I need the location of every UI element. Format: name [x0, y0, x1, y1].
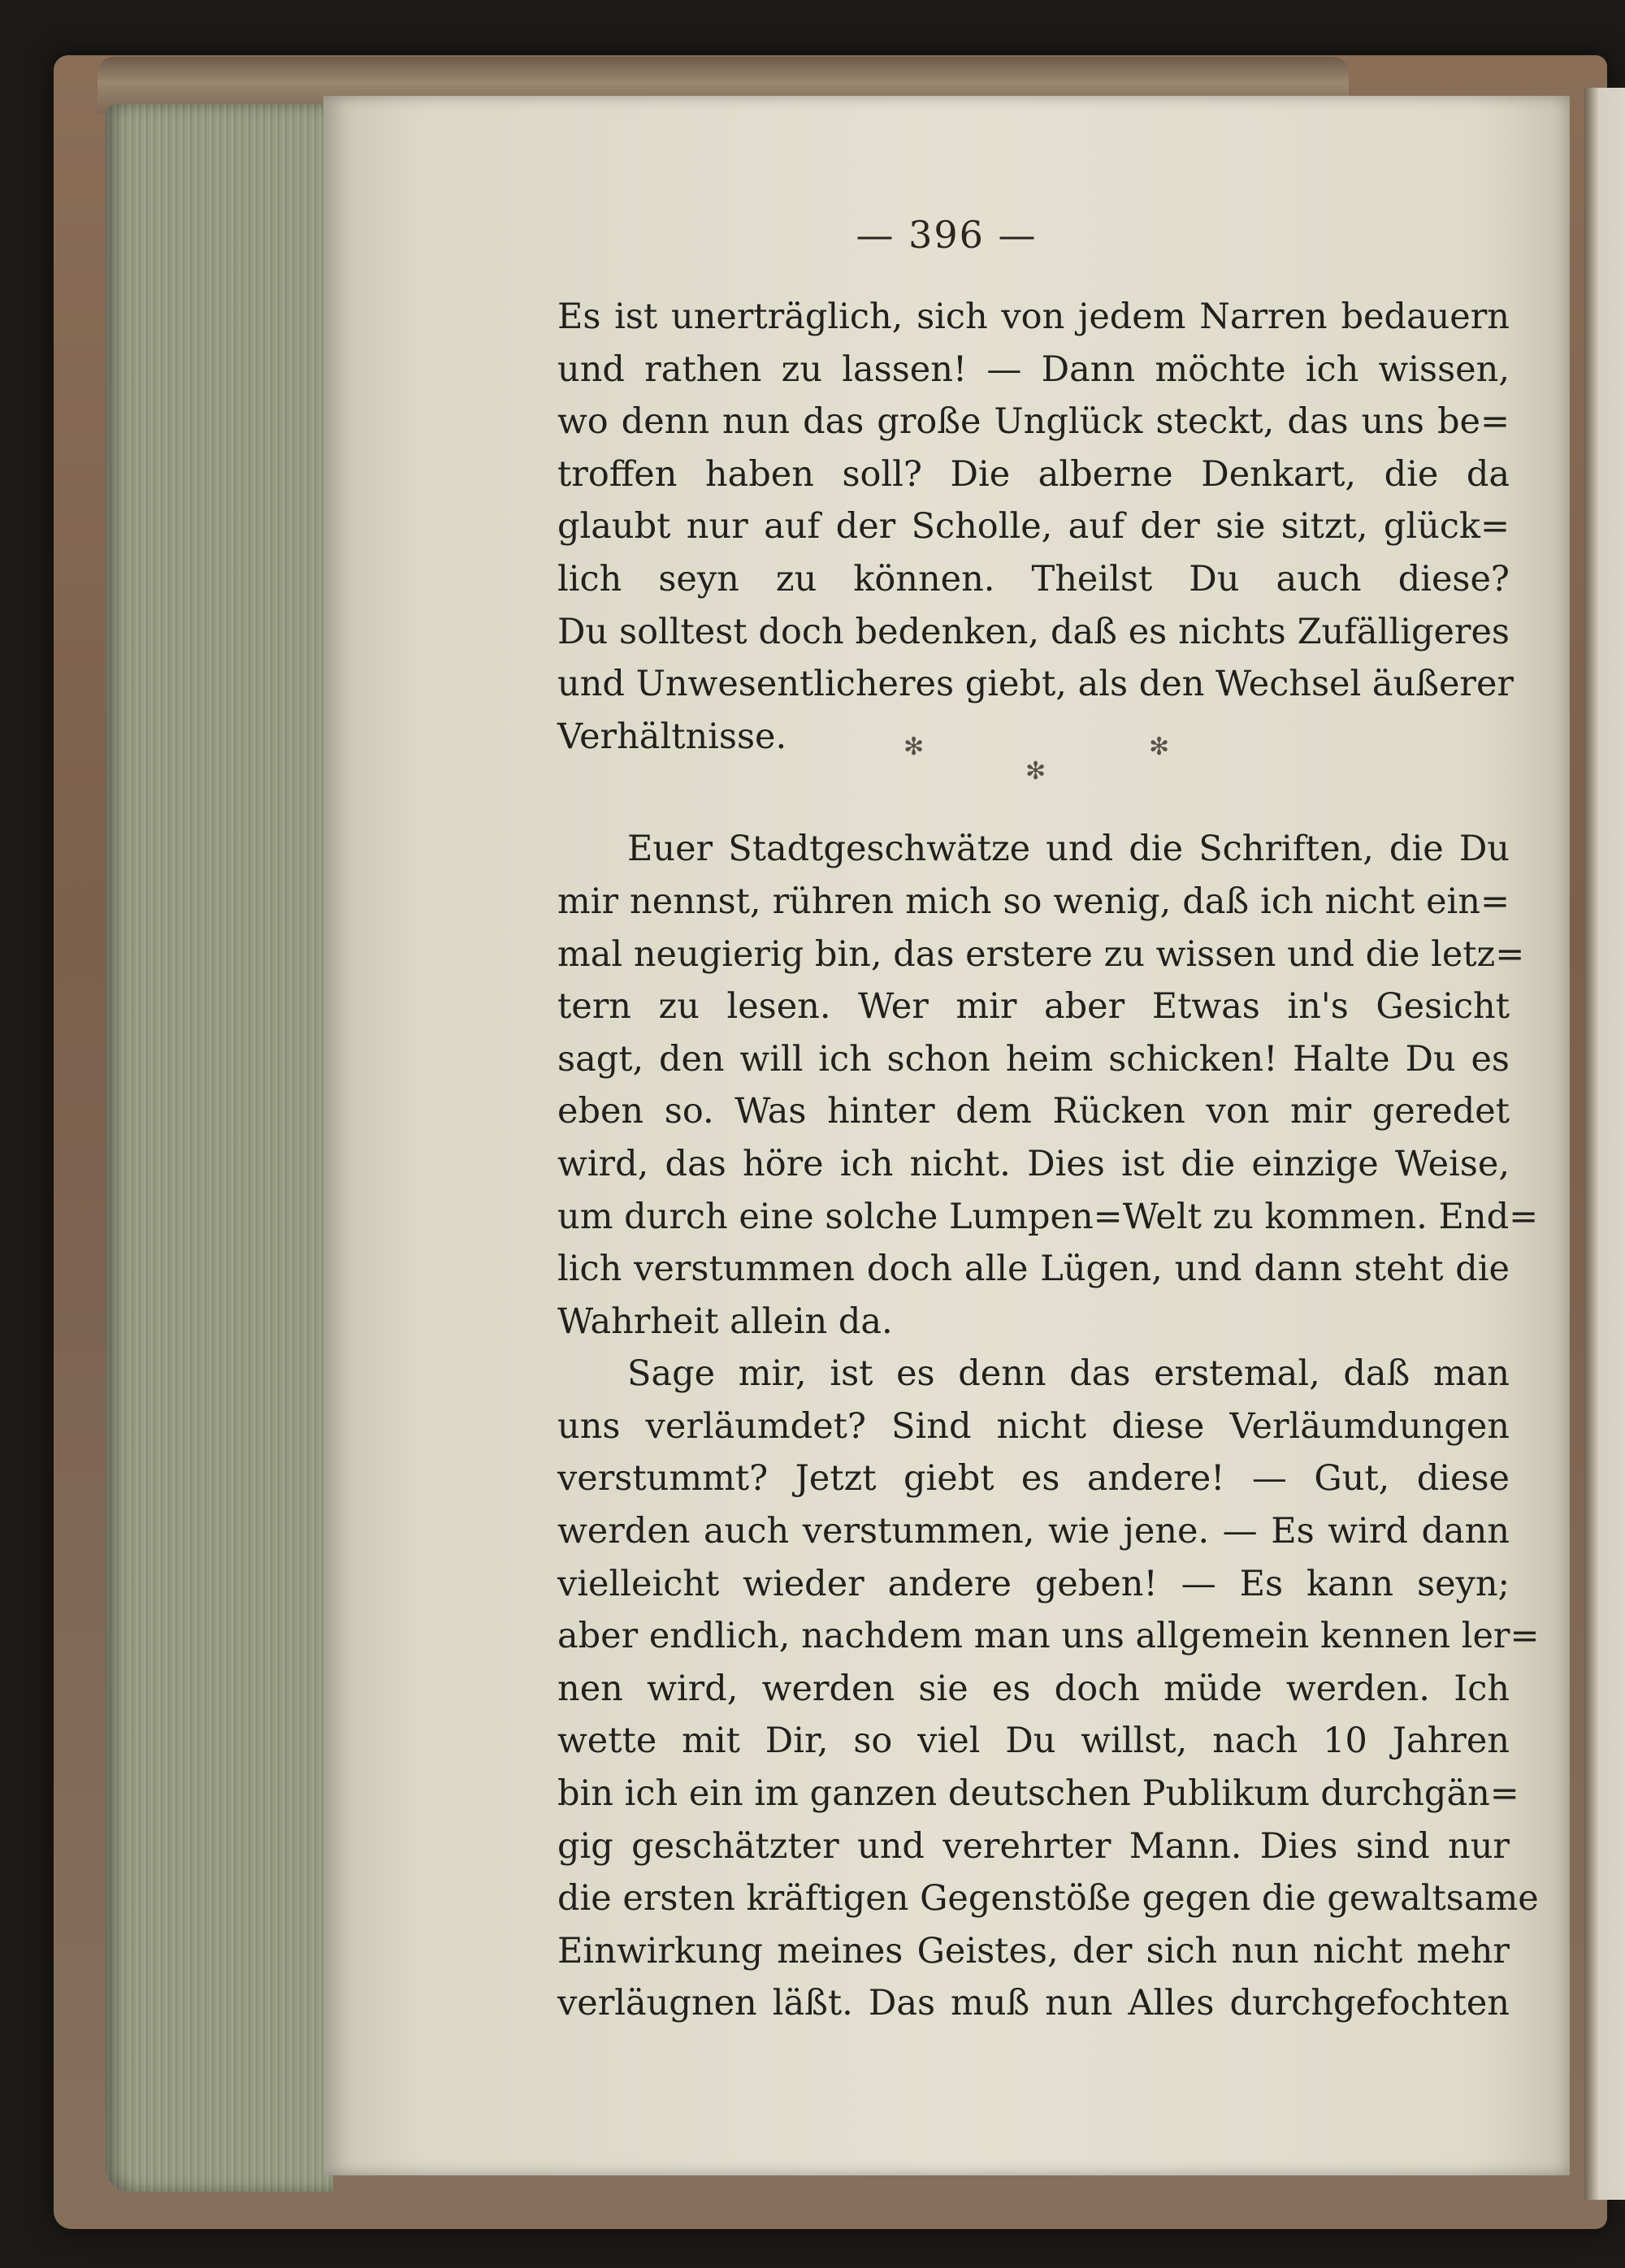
text-line: tern zu lesen. Wer mir aber Etwas in's Gesicht: [557, 986, 1510, 1028]
text-line: lich seyn zu können. Theilst Du auch diese?: [557, 558, 1510, 599]
text-line: lich verstummen doch alle Lügen, und dann steht die: [557, 1249, 1510, 1290]
asterism-star-icon: ✻: [1025, 757, 1046, 786]
asterism-star-icon: ✻: [1149, 733, 1170, 761]
text-line: Es ist unerträglich, sich von jedem Narren bedauern: [557, 296, 1510, 337]
text-line: wette mit Dir, so viel Du willst, nach 10 Jahren: [557, 1720, 1510, 1762]
text-line: Verhältnisse.: [557, 716, 787, 757]
text-line: troffen haben soll? Die alberne Denkart, die da: [557, 453, 1510, 495]
facing-page-edge: [1584, 88, 1625, 2200]
text-line: wird, das höre ich nicht. Dies ist die einzige Weise,: [557, 1143, 1510, 1184]
text-line: und Unwesentlicheres giebt, als den Wechsel äußerer: [557, 664, 1514, 705]
page-block-edge: [106, 104, 333, 2192]
text-line: die ersten kräftigen Gegenstöße gegen die gewaltsame: [557, 1878, 1539, 1920]
text-line: mal neugierig bin, das erstere zu wissen und die letz=: [557, 933, 1525, 975]
text-line: eben so. Was hinter dem Rücken von mir geredet: [557, 1091, 1510, 1132]
text-line: Wahrheit allein da.: [557, 1301, 893, 1342]
text-line: glaubt nur auf der Scholle, auf der sie sitzt, glück=: [557, 506, 1510, 548]
text-line: um durch eine solche Lumpen=Welt zu kommen. End=: [557, 1196, 1539, 1237]
text-line: aber endlich, nachdem man uns allgemein kennen ler=: [557, 1616, 1540, 1657]
text-line: uns verläumdet? Sind nicht diese Verläumdungen: [557, 1405, 1510, 1447]
asterism-star-icon: ✻: [904, 733, 925, 761]
text-line: sagt, den will ich schon heim schicken! Halte Du es: [557, 1038, 1510, 1080]
text-line: verläugnen läßt. Das muß nun Alles durchgefochten: [557, 1983, 1510, 2024]
text-line: und rathen zu lassen! — Dann möchte ich wissen,: [557, 348, 1510, 390]
text-line: nen wird, werden sie es doch müde werden. Ich: [557, 1668, 1510, 1709]
text-line: verstummt? Jetzt giebt es andere! — Gut, diese: [557, 1458, 1510, 1500]
text-line: Einwirkung meines Geistes, der sich nun nicht mehr: [557, 1930, 1510, 1972]
text-line: Euer Stadtgeschwätze und die Schriften, die Du: [627, 829, 1510, 870]
text-line: bin ich ein im ganzen deutschen Publikum durchgän=: [557, 1773, 1519, 1815]
text-line: mir nennst, rühren mich so wenig, daß ich nicht ein=: [557, 881, 1510, 922]
text-line: Du solltest doch bedenken, daß es nichts Zufälligeres: [557, 611, 1510, 652]
text-line: vielleicht wieder andere geben! — Es kann seyn;: [557, 1563, 1510, 1604]
paragraph: [557, 291, 1514, 763]
text-line: Sage mir, ist es denn das erstemal, daß man: [627, 1353, 1510, 1395]
text-line: gig geschätzter und verehrter Mann. Dies sind nur: [557, 1825, 1510, 1867]
text-line: wo denn nun das große Unglück steckt, das uns be=: [557, 401, 1510, 443]
text-line: werden auch verstummen, wie jene. — Es wird dann: [557, 1511, 1510, 1552]
text-block: [557, 291, 1540, 2030]
page-number: — 396 —: [856, 213, 1038, 257]
paragraph: [557, 1348, 1540, 2030]
paragraph: [557, 823, 1539, 1348]
